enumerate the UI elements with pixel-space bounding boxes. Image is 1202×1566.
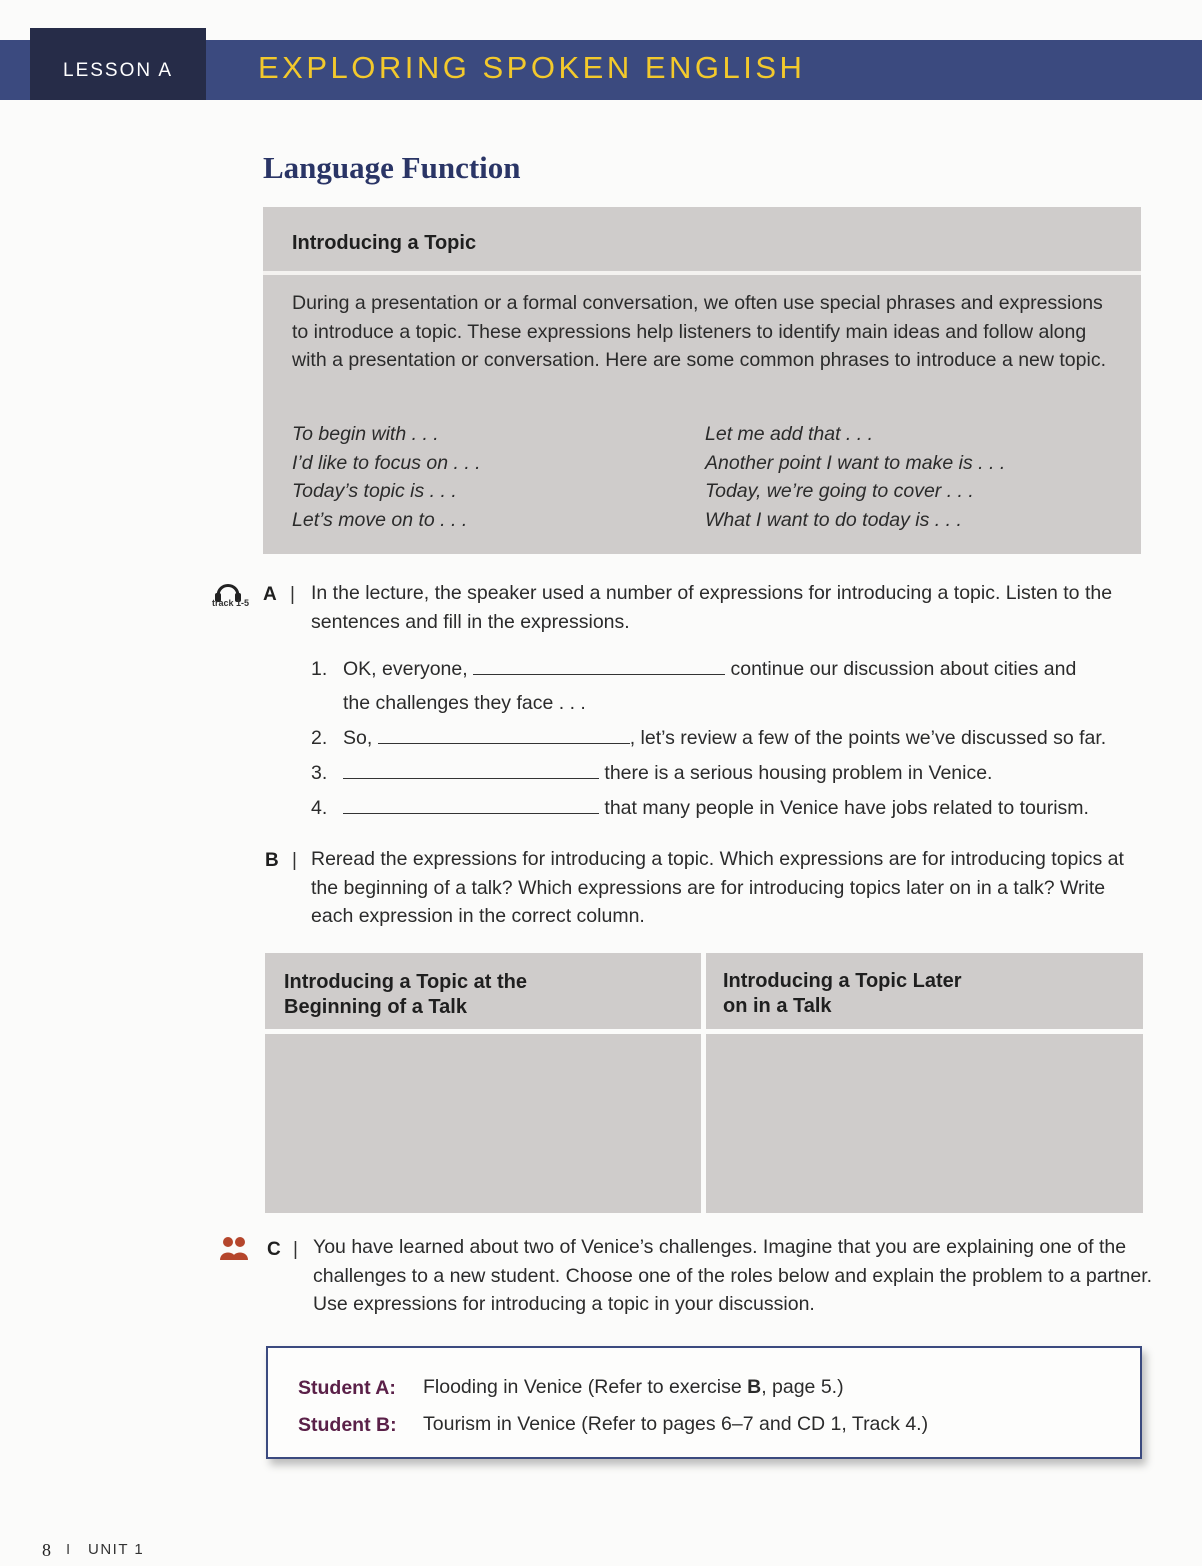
item-text-after: continue our discussion about cities and [725,658,1077,680]
expression-item: What I want to do today is . . . [705,508,962,531]
unit-label: UNIT 1 [88,1541,145,1558]
header-line: Beginning of a Talk [284,996,467,1018]
expressions-left-column [292,420,481,534]
exercise-item-4 [343,797,1089,820]
table-answer-cell-beginning[interactable] [265,1034,701,1213]
roles-box [266,1346,1142,1459]
language-function-title-row [263,207,1141,275]
item-text-after: , let’s review a few of the points we’ve discussed so far. [629,727,1107,749]
role-text-bold: B [747,1376,762,1398]
header-line: Introducing a Topic at the [284,971,527,993]
exercise-b-instruction: Reread the expressions for introducing a topic. Which expressions are for introducing topics at the beginning of a talk? Which expressions are for introducing topics later on in a talk? Write each expression in the correct column. [311,848,1124,927]
item-text-after: that many people in Venice have jobs related to tourism. [599,797,1089,819]
exercise-item-1 [343,658,1076,681]
expressions-right-column [705,420,1005,534]
role-text-a [423,1376,844,1399]
exercise-b-letter: B [265,850,279,871]
exercise-a-instruction: In the lecture, the speaker used a number of expressions for introducing a topic. Listen to the sentences and fill in the expressions. [311,582,1113,633]
header-line: Introducing a Topic Later [723,970,962,992]
lesson-label: LESSON A [30,28,206,100]
page-number: 8 [42,1540,51,1560]
exercise-item-2 [343,727,1106,750]
table-header-text [723,969,962,1019]
answer-blank[interactable] [378,727,630,744]
exercise-c-instruction: You have learned about two of Venice’s challenges. Imagine that you are explaining one of the challenges to a new student. Choose one of the roles below and explain the problem to a partner. Use expressions for introducing a topic in your discussion. [313,1236,1153,1315]
table-header-text [284,970,527,1020]
language-function-title: Introducing a Topic [292,232,477,254]
exercise-b-separator: | [292,850,297,871]
role-text-part: Flooding in Venice (Refer to exercise [423,1376,748,1398]
section-heading: Language Function [263,150,521,185]
expression-item: Let’s move on to . . . [292,508,468,531]
page-title: EXPLORING SPOKEN ENGLISH [258,50,806,85]
item-number: 1. [311,658,328,680]
item-number: 4. [311,797,328,819]
exercise-item-1-continued: the challenges they face . . . [343,692,586,714]
expression-item: Today’s topic is . . . [292,480,457,502]
table-header-later [706,953,1143,1029]
pair-work-icon [219,1236,249,1264]
expression-item: Another point I want to make is . . . [705,451,1006,474]
item-number: 2. [311,727,328,749]
exercise-c-separator: | [293,1239,298,1260]
table-answer-cell-later[interactable] [706,1034,1143,1213]
header-line: on in a Talk [723,995,832,1017]
footer-separator: I [66,1541,71,1558]
exercise-a-separator: | [290,584,295,605]
item-text-before: So, [343,727,378,749]
table-header-beginning [265,953,701,1029]
language-function-box [263,207,1141,554]
expression-item: To begin with . . . [292,423,439,445]
role-text-part: , page 5.) [761,1376,844,1398]
answer-blank[interactable] [343,797,599,814]
role-label-b: Student B: [298,1414,397,1436]
expression-item: Let me add that . . . [705,423,874,445]
answer-blank[interactable] [343,762,599,779]
track-label: track 1-5 [212,598,250,608]
exercise-c-letter: C [267,1239,281,1260]
expression-item: I’d like to focus on . . . [292,451,481,474]
language-function-body: During a presentation or a formal conversation, we often use special phrases and expressions to introduce a topic. These expressions help listeners to identify main ideas and follow along with a presentation or conversation. Here are some common phrases to introduce a new topic. [292,292,1107,371]
expression-item: Today, we’re going to cover . . . [705,480,974,502]
item-number: 3. [311,762,328,784]
role-label-a: Student A: [298,1377,396,1399]
answer-blank[interactable] [473,658,725,675]
item-text-before: OK, everyone, [343,658,474,680]
role-text-b: Tourism in Venice (Refer to pages 6–7 and CD 1, Track 4.) [423,1413,929,1435]
classification-table [265,953,1143,1213]
exercise-item-3 [343,762,992,785]
item-text-after: there is a serious housing problem in Venice. [599,762,993,784]
exercise-a-letter: A [263,584,277,605]
